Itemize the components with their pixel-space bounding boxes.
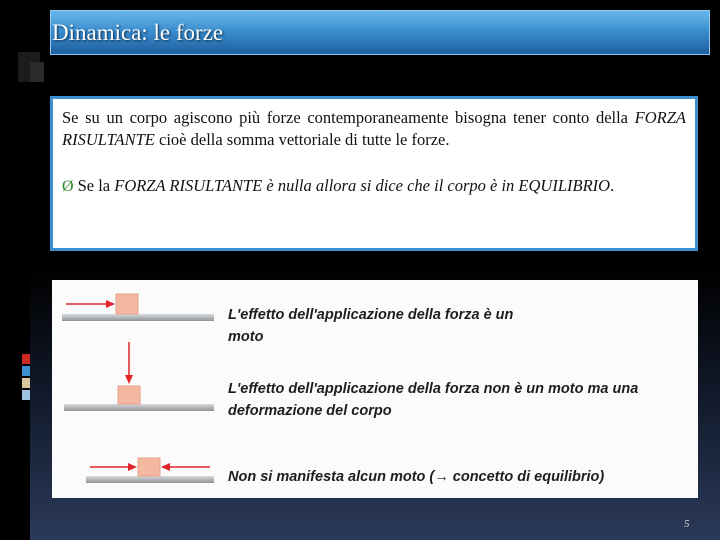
label-motion [228, 304, 513, 348]
label-motion-line2: moto [228, 329, 264, 345]
force-arrow-icon [106, 300, 115, 308]
label-deformation-line2: deformazione del corpo [228, 403, 392, 419]
arrow-bullet-icon: Ø [62, 178, 74, 195]
block [118, 386, 140, 404]
decorative-square [22, 366, 30, 376]
decorative-square [22, 378, 30, 388]
label-deformation [228, 378, 638, 422]
text-box [50, 96, 698, 251]
page-number: 5 [684, 518, 690, 530]
para1-emphasis: FORZA RISULTANTE [62, 108, 686, 149]
label-equilibrium: Non si manifesta alcun moto (→ concetto di equilibrio) [228, 469, 605, 485]
surface [62, 314, 214, 321]
para2-text-end: . [610, 176, 615, 195]
para2-text: Se la [77, 176, 115, 195]
surface [64, 404, 214, 411]
paragraph-equilibrium [62, 175, 686, 198]
decorative-square [22, 390, 30, 400]
force-figure [52, 280, 698, 498]
decorative-square [22, 354, 30, 364]
force-diagrams [52, 280, 222, 498]
block [116, 294, 138, 314]
force-arrow-icon [161, 463, 170, 471]
force-arrow-icon [128, 463, 137, 471]
surface [86, 476, 214, 483]
paragraph-resultant-force [62, 107, 686, 151]
diagram-deformation [64, 342, 214, 411]
slide-title: Dinamica: le forze [52, 20, 224, 45]
force-arrow-icon [125, 375, 133, 384]
diagram-equilibrium [86, 458, 214, 483]
para2-emphasis: FORZA RISULTANTE è nulla allora si dice che il corpo è in EQUILIBRIO [114, 176, 611, 195]
decorative-square [30, 62, 44, 82]
diagram-motion [62, 294, 214, 321]
label-deformation-line1: L'effetto dell'applicazione della forza non è un moto ma una [228, 381, 639, 397]
para1-text-end: cioè della somma vettoriale di tutte le forze. [154, 130, 450, 149]
block [138, 458, 160, 476]
para1-text: Se su un corpo agiscono più forze contemporaneamente bisogna tener conto della [62, 108, 635, 127]
label-motion-line1: L'effetto dell'applicazione della forza è un [228, 307, 514, 323]
